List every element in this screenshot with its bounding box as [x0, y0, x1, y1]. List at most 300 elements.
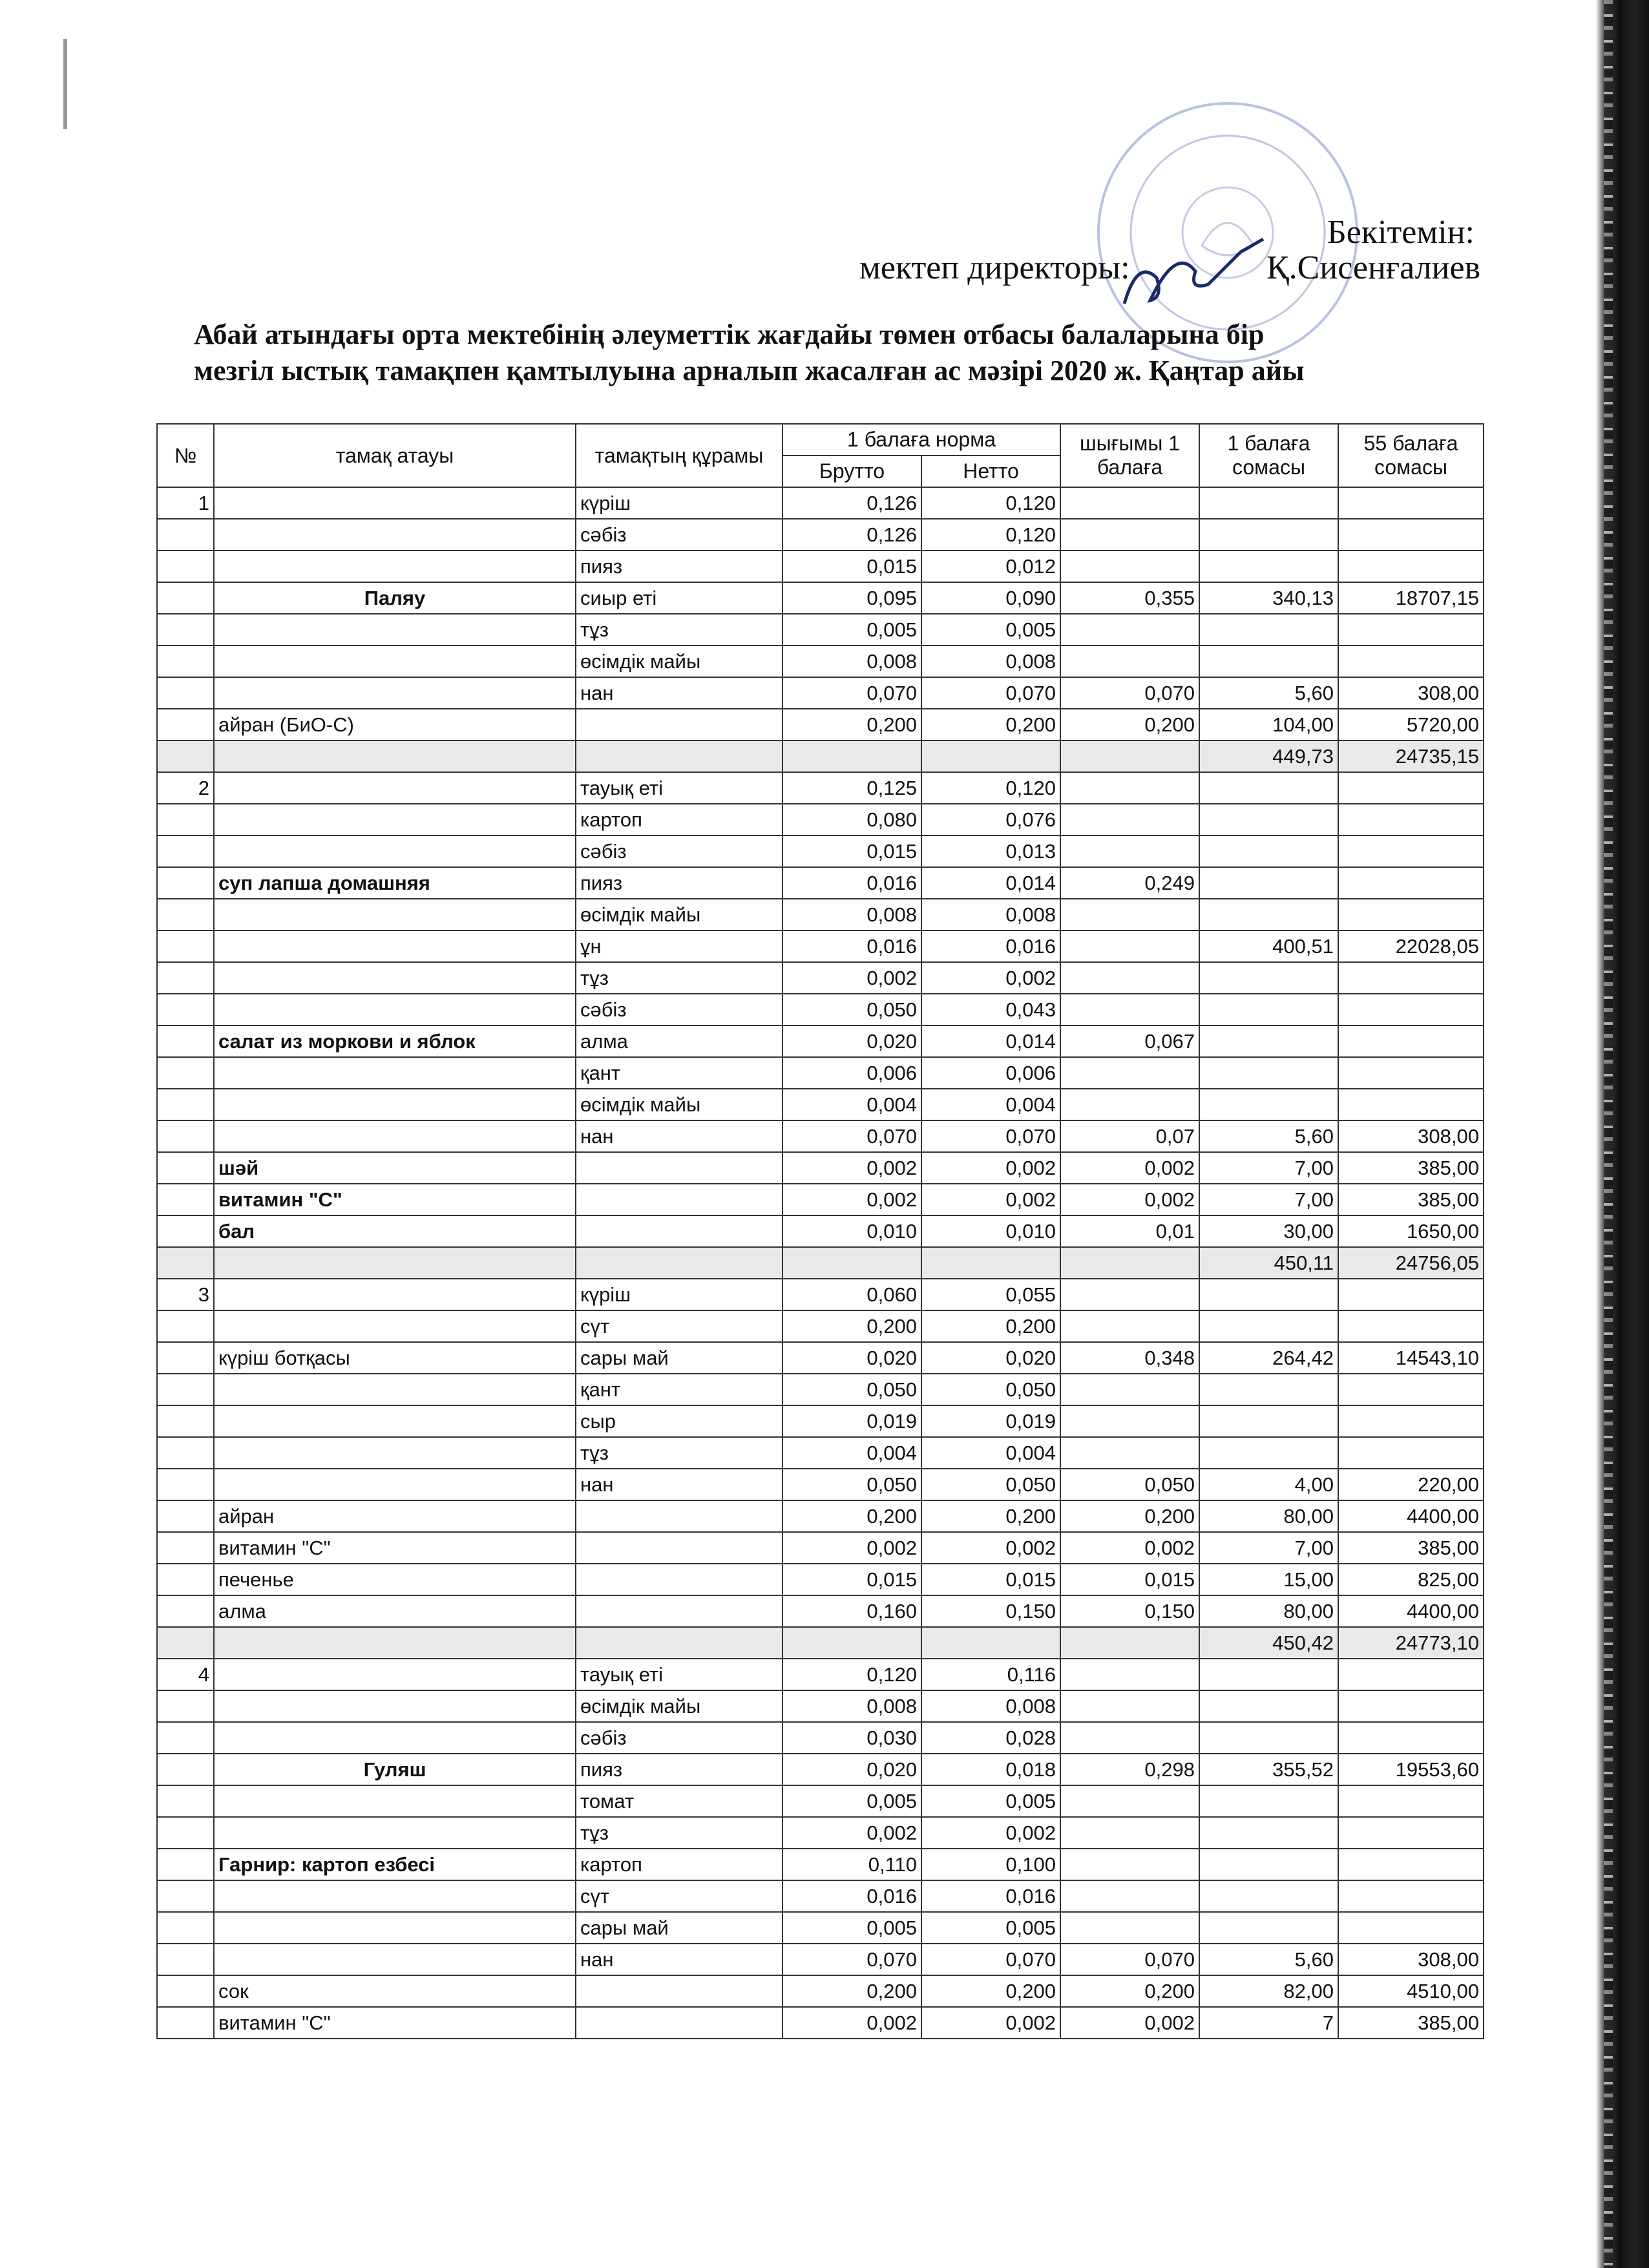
table-row	[157, 1120, 1484, 1152]
cell-s1	[1199, 962, 1338, 994]
cell-s1	[1199, 1374, 1338, 1405]
cell-s1	[1199, 1025, 1338, 1057]
cell-dish	[214, 614, 576, 646]
cell-ing: өсімдік майы	[576, 1690, 782, 1722]
total-sum-1: 449,73	[1199, 740, 1338, 772]
cell-dish	[214, 1944, 576, 1975]
cell-n: 0,090	[921, 582, 1060, 614]
cell-b: 0,015	[782, 1564, 921, 1595]
cell-n: 0,120	[921, 519, 1060, 551]
cell-s55	[1338, 1405, 1484, 1437]
cell-n: 0,120	[921, 772, 1060, 804]
cell-dish	[214, 962, 576, 994]
table-row	[157, 1754, 1484, 1785]
cell-dish: печенье	[214, 1564, 576, 1595]
cell-b: 0,015	[782, 551, 921, 582]
cell-c: 0,002	[1060, 1184, 1199, 1215]
cell-dish	[214, 1722, 576, 1754]
cell-s1	[1199, 614, 1338, 646]
cell-b: 0,005	[782, 614, 921, 646]
cell-c: 0,070	[1060, 1944, 1199, 1975]
cell-b: 0,200	[782, 1500, 921, 1532]
cell-menu-no	[157, 1469, 214, 1500]
table-row	[157, 1405, 1484, 1437]
cell-s55: 18707,15	[1338, 582, 1484, 614]
table-row	[157, 1215, 1484, 1247]
table-header	[157, 424, 1484, 487]
cell-s1	[1199, 899, 1338, 930]
cell-menu-no: 2	[157, 772, 214, 804]
table-row	[157, 899, 1484, 930]
cell-n: 0,002	[921, 962, 1060, 994]
cell-s55: 308,00	[1338, 677, 1484, 709]
cell-b: 0,016	[782, 867, 921, 899]
cell-s1: 104,00	[1199, 709, 1338, 740]
cell-s1	[1199, 551, 1338, 582]
table-row	[157, 1469, 1484, 1500]
cell-c	[1060, 1310, 1199, 1342]
cell-s55: 14543,10	[1338, 1342, 1484, 1374]
cell-c	[1060, 1880, 1199, 1912]
cell-ing	[576, 1595, 782, 1627]
cell-b: 0,070	[782, 1944, 921, 1975]
cell-s1: 5,60	[1199, 1944, 1338, 1975]
cell-c	[1060, 519, 1199, 551]
cell-s1: 7	[1199, 2007, 1338, 2039]
cell-s1: 400,51	[1199, 930, 1338, 962]
cell-ing: өсімдік майы	[576, 1089, 782, 1120]
cell-n: 0,028	[921, 1722, 1060, 1754]
cell-s55: 385,00	[1338, 1184, 1484, 1215]
cell-b: 0,016	[782, 1880, 921, 1912]
cell-s1	[1199, 1817, 1338, 1849]
cell-menu-no	[157, 677, 214, 709]
cell-menu-no	[157, 1120, 214, 1152]
cell-s1	[1199, 1690, 1338, 1722]
cell-ing: өсімдік майы	[576, 646, 782, 677]
cell-b: 0,050	[782, 994, 921, 1025]
table-row	[157, 1975, 1484, 2007]
table-row	[157, 772, 1484, 804]
title-line-2: мезгіл ыстық тамақпен қамтылуына арналып жасалған ас мәзірі 2020 ж. Қаңтар айы	[194, 355, 1305, 386]
cell-b: 0,004	[782, 1437, 921, 1469]
table-row	[157, 1279, 1484, 1310]
cell-n: 0,018	[921, 1754, 1060, 1785]
cell-n: 0,013	[921, 835, 1060, 867]
table-row	[157, 1722, 1484, 1754]
cell-n: 0,070	[921, 1944, 1060, 1975]
cell-ing: тұз	[576, 1437, 782, 1469]
cell-s1: 80,00	[1199, 1500, 1338, 1532]
cell-ing: сүт	[576, 1880, 782, 1912]
table-row	[157, 646, 1484, 677]
cell-n: 0,019	[921, 1405, 1060, 1437]
cell-dish	[214, 1120, 576, 1152]
cell-ing: сәбіз	[576, 1722, 782, 1754]
cell-s55	[1338, 804, 1484, 835]
cell-s1: 340,13	[1199, 582, 1338, 614]
total-row	[157, 1247, 1484, 1279]
cell-c	[1060, 487, 1199, 519]
cell-dish	[214, 1057, 576, 1089]
table-row	[157, 1025, 1484, 1057]
cell-dish: Гуляш	[214, 1754, 576, 1785]
total-empty-cell	[1060, 740, 1199, 772]
cell-menu-no	[157, 1374, 214, 1405]
cell-ing: алма	[576, 1025, 782, 1057]
table-row	[157, 1564, 1484, 1595]
cell-s1	[1199, 1912, 1338, 1944]
cell-s1	[1199, 1279, 1338, 1310]
cell-c	[1060, 1849, 1199, 1880]
col-norm: 1 балаға норма	[782, 424, 1060, 456]
cell-c	[1060, 1690, 1199, 1722]
cell-menu-no	[157, 1405, 214, 1437]
cell-b: 0,005	[782, 1785, 921, 1817]
cell-s55	[1338, 1690, 1484, 1722]
cell-s55: 19553,60	[1338, 1754, 1484, 1785]
table-row	[157, 1690, 1484, 1722]
cell-n: 0,200	[921, 709, 1060, 740]
cell-b: 0,006	[782, 1057, 921, 1089]
cell-c	[1060, 1659, 1199, 1690]
cell-s1	[1199, 487, 1338, 519]
cell-b: 0,002	[782, 962, 921, 994]
total-sum-55: 24756,05	[1338, 1247, 1484, 1279]
cell-dish: бал	[214, 1215, 576, 1247]
cell-n: 0,008	[921, 646, 1060, 677]
cell-n: 0,015	[921, 1564, 1060, 1595]
cell-c: 0,200	[1060, 709, 1199, 740]
cell-n: 0,055	[921, 1279, 1060, 1310]
cell-dish: айран	[214, 1500, 576, 1532]
cell-c: 0,050	[1060, 1469, 1199, 1500]
cell-menu-no	[157, 867, 214, 899]
total-empty-cell	[782, 1627, 921, 1659]
cell-s55	[1338, 519, 1484, 551]
cell-ing: сары май	[576, 1912, 782, 1944]
cell-menu-no	[157, 930, 214, 962]
cell-c	[1060, 994, 1199, 1025]
cell-c: 0,015	[1060, 1564, 1199, 1595]
cell-c: 0,070	[1060, 677, 1199, 709]
cell-s1: 5,60	[1199, 1120, 1338, 1152]
cell-dish	[214, 1469, 576, 1500]
cell-ing: сәбіз	[576, 519, 782, 551]
cell-s1: 264,42	[1199, 1342, 1338, 1374]
total-empty-cell	[782, 740, 921, 772]
title-line-1: Абай атындағы орта мектебінің әлеуметтік жағдайы төмен отбасы балаларына бір	[194, 319, 1265, 350]
cell-b: 0,002	[782, 1817, 921, 1849]
cell-dish	[214, 1690, 576, 1722]
cell-n: 0,008	[921, 899, 1060, 930]
cell-dish	[214, 1659, 576, 1690]
table-row	[157, 487, 1484, 519]
menu-table	[156, 423, 1484, 2039]
cell-n: 0,008	[921, 1690, 1060, 1722]
cell-n: 0,200	[921, 1310, 1060, 1342]
cell-s55	[1338, 867, 1484, 899]
cell-n: 0,002	[921, 2007, 1060, 2039]
cell-s55	[1338, 1310, 1484, 1342]
cell-ing: сиыр еті	[576, 582, 782, 614]
cell-dish: витамин "С"	[214, 1532, 576, 1564]
cell-n: 0,050	[921, 1469, 1060, 1500]
cell-c	[1060, 1405, 1199, 1437]
table-row	[157, 2007, 1484, 2039]
cell-b: 0,015	[782, 835, 921, 867]
scan-edge-shadow	[1552, 0, 1649, 2268]
cell-menu-no: 1	[157, 487, 214, 519]
cell-dish: күріш ботқасы	[214, 1342, 576, 1374]
cell-b: 0,008	[782, 899, 921, 930]
cell-ing: тауық еті	[576, 1659, 782, 1690]
scan-margin-mark	[63, 39, 67, 129]
total-empty-cell	[921, 1627, 1060, 1659]
director-name: Қ.Сисенғалиев	[1266, 249, 1481, 286]
total-empty-cell	[921, 1247, 1060, 1279]
cell-b: 0,125	[782, 772, 921, 804]
cell-menu-no	[157, 899, 214, 930]
cell-menu-no	[157, 1975, 214, 2007]
cell-c: 0,200	[1060, 1500, 1199, 1532]
cell-s1: 80,00	[1199, 1595, 1338, 1627]
cell-b: 0,020	[782, 1342, 921, 1374]
total-sum-55: 24773,10	[1338, 1627, 1484, 1659]
cell-n: 0,200	[921, 1500, 1060, 1532]
cell-menu-no	[157, 1089, 214, 1120]
total-empty-cell	[214, 1627, 576, 1659]
cell-s55: 220,00	[1338, 1469, 1484, 1500]
cell-menu-no	[157, 1025, 214, 1057]
cell-b: 0,002	[782, 2007, 921, 2039]
cell-menu-no	[157, 519, 214, 551]
cell-b: 0,019	[782, 1405, 921, 1437]
cell-ing: сыр	[576, 1405, 782, 1437]
cell-c	[1060, 804, 1199, 835]
table-row	[157, 1532, 1484, 1564]
cell-dish	[214, 519, 576, 551]
cell-n: 0,070	[921, 677, 1060, 709]
cell-c	[1060, 1722, 1199, 1754]
cell-menu-no	[157, 1722, 214, 1754]
cell-menu-no	[157, 646, 214, 677]
cell-s1	[1199, 804, 1338, 835]
total-empty-cell	[157, 1627, 214, 1659]
cell-n: 0,050	[921, 1374, 1060, 1405]
cell-dish	[214, 1817, 576, 1849]
cell-menu-no	[157, 1849, 214, 1880]
cell-c: 0,002	[1060, 1152, 1199, 1184]
total-empty-cell	[576, 1627, 782, 1659]
table-row	[157, 551, 1484, 582]
table-row	[157, 867, 1484, 899]
cell-b: 0,110	[782, 1849, 921, 1880]
cell-menu-no	[157, 551, 214, 582]
cell-menu-no	[157, 582, 214, 614]
cell-ing: сүт	[576, 1310, 782, 1342]
cell-ing	[576, 1564, 782, 1595]
cell-s1: 30,00	[1199, 1215, 1338, 1247]
cell-menu-no	[157, 1817, 214, 1849]
table-row	[157, 1152, 1484, 1184]
cell-c	[1060, 930, 1199, 962]
cell-s1	[1199, 1089, 1338, 1120]
cell-s55: 825,00	[1338, 1564, 1484, 1595]
cell-menu-no	[157, 1215, 214, 1247]
table-row	[157, 1595, 1484, 1627]
cell-ing: күріш	[576, 487, 782, 519]
cell-s1	[1199, 1785, 1338, 1817]
cell-n: 0,120	[921, 487, 1060, 519]
cell-dish	[214, 551, 576, 582]
cell-ing: пияз	[576, 1754, 782, 1785]
cell-menu-no	[157, 1944, 214, 1975]
cell-b: 0,070	[782, 677, 921, 709]
cell-menu-no	[157, 1532, 214, 1564]
cell-ing: тұз	[576, 1817, 782, 1849]
cell-n: 0,070	[921, 1120, 1060, 1152]
cell-n: 0,004	[921, 1089, 1060, 1120]
table-row	[157, 1500, 1484, 1532]
cell-s55: 22028,05	[1338, 930, 1484, 962]
cell-n: 0,100	[921, 1849, 1060, 1880]
cell-c	[1060, 1912, 1199, 1944]
director-signature	[1111, 233, 1266, 317]
cell-n: 0,002	[921, 1532, 1060, 1564]
cell-ing: өсімдік майы	[576, 899, 782, 930]
cell-s1	[1199, 1057, 1338, 1089]
col-consumption: шығымы 1 балаға	[1060, 424, 1199, 487]
cell-ing: пияз	[576, 551, 782, 582]
total-empty-cell	[576, 1247, 782, 1279]
cell-b: 0,004	[782, 1089, 921, 1120]
total-sum-1: 450,42	[1199, 1627, 1338, 1659]
cell-b: 0,020	[782, 1025, 921, 1057]
cell-dish	[214, 899, 576, 930]
cell-ing: нан	[576, 1944, 782, 1975]
cell-b: 0,008	[782, 1690, 921, 1722]
cell-n: 0,010	[921, 1215, 1060, 1247]
cell-ing: ұн	[576, 930, 782, 962]
cell-ing: күріш	[576, 1279, 782, 1310]
cell-b: 0,200	[782, 1310, 921, 1342]
cell-c	[1060, 1057, 1199, 1089]
cell-c	[1060, 1817, 1199, 1849]
cell-n: 0,012	[921, 551, 1060, 582]
cell-ing: қант	[576, 1374, 782, 1405]
cell-s1	[1199, 646, 1338, 677]
table-row	[157, 614, 1484, 646]
cell-c: 0,348	[1060, 1342, 1199, 1374]
cell-c	[1060, 551, 1199, 582]
cell-b: 0,080	[782, 804, 921, 835]
cell-menu-no	[157, 1310, 214, 1342]
cell-dish	[214, 772, 576, 804]
cell-s1	[1199, 867, 1338, 899]
cell-menu-no	[157, 614, 214, 646]
cell-c	[1060, 1279, 1199, 1310]
cell-menu-no	[157, 709, 214, 740]
cell-s55	[1338, 1659, 1484, 1690]
cell-dish: суп лапша домашняя	[214, 867, 576, 899]
table-row	[157, 962, 1484, 994]
cell-ing: тұз	[576, 614, 782, 646]
cell-menu-no	[157, 1342, 214, 1374]
table-row	[157, 994, 1484, 1025]
cell-s1: 5,60	[1199, 677, 1338, 709]
cell-dish	[214, 1880, 576, 1912]
cell-ing	[576, 709, 782, 740]
cell-s55	[1338, 899, 1484, 930]
cell-c: 0,355	[1060, 582, 1199, 614]
cell-dish: алма	[214, 1595, 576, 1627]
table-row	[157, 1342, 1484, 1374]
cell-c	[1060, 835, 1199, 867]
table-row	[157, 1785, 1484, 1817]
cell-s55: 5720,00	[1338, 709, 1484, 740]
cell-dish: салат из моркови и яблок	[214, 1025, 576, 1057]
cell-b: 0,060	[782, 1279, 921, 1310]
cell-s55	[1338, 1722, 1484, 1754]
cell-ing	[576, 1532, 782, 1564]
cell-s55: 385,00	[1338, 1532, 1484, 1564]
col-brutto: Брутто	[782, 456, 921, 487]
cell-s1	[1199, 1722, 1338, 1754]
cell-menu-no	[157, 1595, 214, 1627]
cell-menu-no	[157, 1152, 214, 1184]
cell-s55: 1650,00	[1338, 1215, 1484, 1247]
cell-b: 0,020	[782, 1754, 921, 1785]
cell-s1	[1199, 519, 1338, 551]
table-row	[157, 1817, 1484, 1849]
cell-s1: 82,00	[1199, 1975, 1338, 2007]
cell-n: 0,006	[921, 1057, 1060, 1089]
cell-dish: шәй	[214, 1152, 576, 1184]
table-row	[157, 1310, 1484, 1342]
cell-c: 0,01	[1060, 1215, 1199, 1247]
cell-c	[1060, 899, 1199, 930]
cell-menu-no	[157, 962, 214, 994]
cell-s1	[1199, 1405, 1338, 1437]
cell-menu-no	[157, 1500, 214, 1532]
cell-c: 0,002	[1060, 2007, 1199, 2039]
cell-s1: 7,00	[1199, 1152, 1338, 1184]
table-row	[157, 804, 1484, 835]
cell-s55	[1338, 1374, 1484, 1405]
table-row	[157, 709, 1484, 740]
table-row	[157, 1184, 1484, 1215]
cell-b: 0,002	[782, 1532, 921, 1564]
document-title	[194, 317, 1422, 389]
cell-b: 0,005	[782, 1912, 921, 1944]
cell-ing: қант	[576, 1057, 782, 1089]
cell-ing: пияз	[576, 867, 782, 899]
cell-ing	[576, 2007, 782, 2039]
cell-n: 0,004	[921, 1437, 1060, 1469]
cell-b: 0,002	[782, 1152, 921, 1184]
cell-c: 0,249	[1060, 867, 1199, 899]
total-empty-cell	[157, 1247, 214, 1279]
cell-ing: сәбіз	[576, 994, 782, 1025]
cell-ing	[576, 1500, 782, 1532]
cell-s55	[1338, 646, 1484, 677]
total-empty-cell	[214, 1247, 576, 1279]
cell-n: 0,002	[921, 1184, 1060, 1215]
table-body	[157, 487, 1484, 2039]
cell-dish	[214, 835, 576, 867]
total-empty-cell	[214, 740, 576, 772]
